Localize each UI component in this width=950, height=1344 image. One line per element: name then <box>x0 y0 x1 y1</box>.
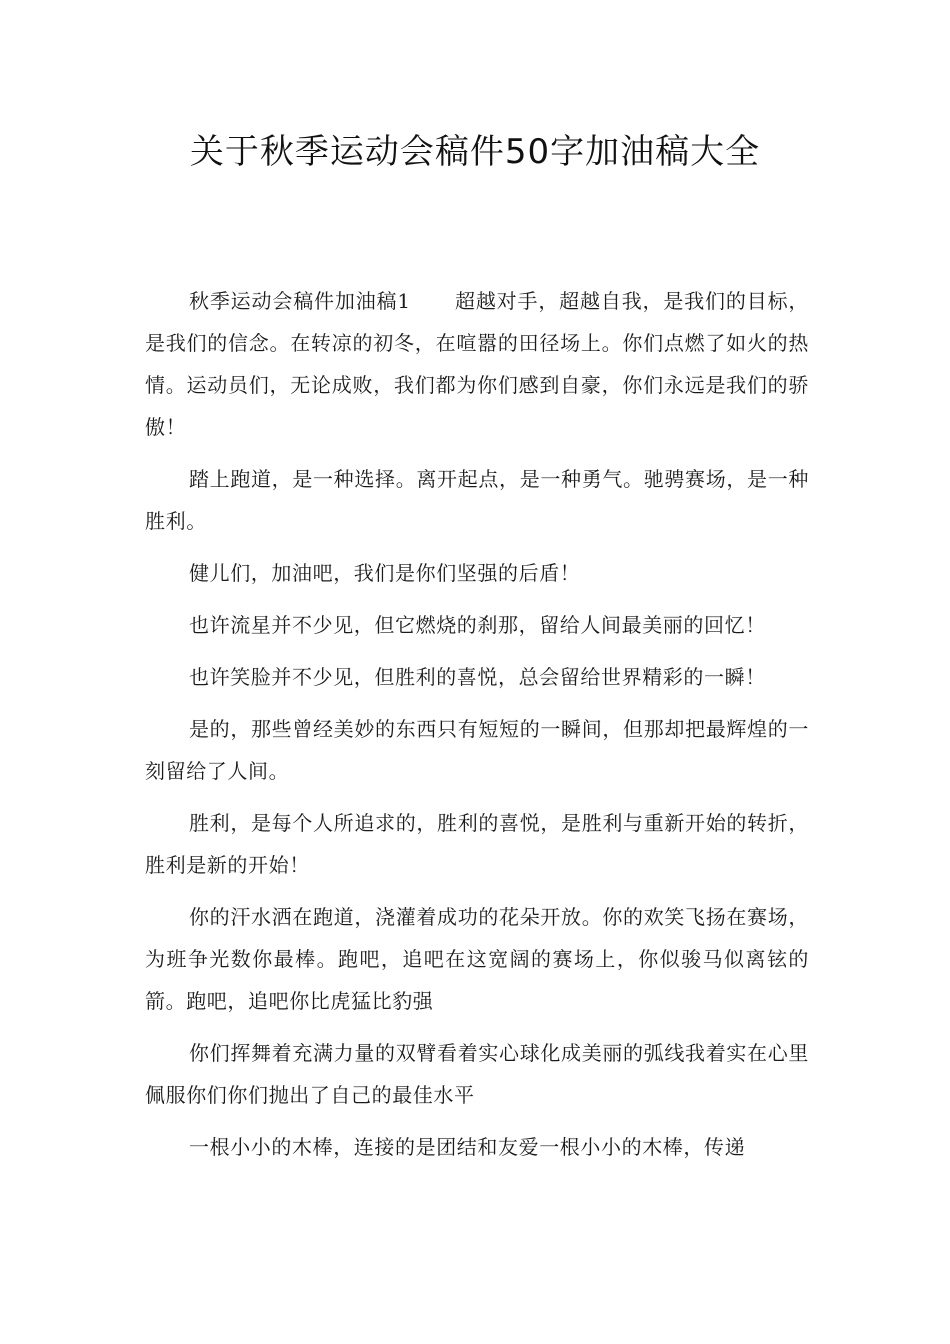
paragraph-9: 你们挥舞着充满力量的双臂看着实心球化成美丽的弧线我着实在心里佩服你们你们抛出了自己的最佳水平 <box>145 1041 809 1107</box>
paragraph-1 <box>145 280 809 448</box>
paragraph-text: 超越对手，超越自我，是我们的目标，是我们的信念。在转凉的初冬，在喧嚣的田径场上。你们点燃了如火的热情。运动员们，无论成败，我们都为你们感到自豪，你们永远是我们的骄傲！ <box>145 289 810 439</box>
section-heading: 秋季运动会稿件加油稿1 <box>189 289 411 313</box>
document-body <box>145 280 809 1168</box>
paragraph-6: 是的，那些曾经美妙的东西只有短短的一瞬间，但那却把最辉煌的一刻留给了人间。 <box>145 717 809 783</box>
paragraph-10: 一根小小的木棒，连接的是团结和友爱一根小小的木棒，传递 <box>189 1135 746 1159</box>
paragraph-8: 你的汗水洒在跑道，浇灌着成功的花朵开放。你的欢笑飞扬在赛场，为班争光数你最棒。跑吧，追吧在这宽阔的赛场上，你似骏马似离铉的箭。跑吧，追吧你比虎猛比豹强 <box>145 905 809 1013</box>
paragraph-5: 也许笑脸并不少见，但胜利的喜悦，总会留给世界精彩的一瞬！ <box>189 665 766 689</box>
paragraph-7: 胜利，是每个人所追求的，胜利的喜悦，是胜利与重新开始的转折，胜利是新的开始！ <box>145 811 809 877</box>
paragraph-3: 健儿们，加油吧，我们是你们坚强的后盾！ <box>189 561 581 585</box>
paragraph-4: 也许流星并不少见，但它燃烧的刹那，留给人间最美丽的回忆！ <box>189 613 766 637</box>
paragraph-2: 踏上跑道，是一种选择。离开起点，是一种勇气。驰骋赛场，是一种胜利。 <box>145 467 809 533</box>
document-title: 关于秋季运动会稿件50字加油稿大全 <box>189 132 761 172</box>
